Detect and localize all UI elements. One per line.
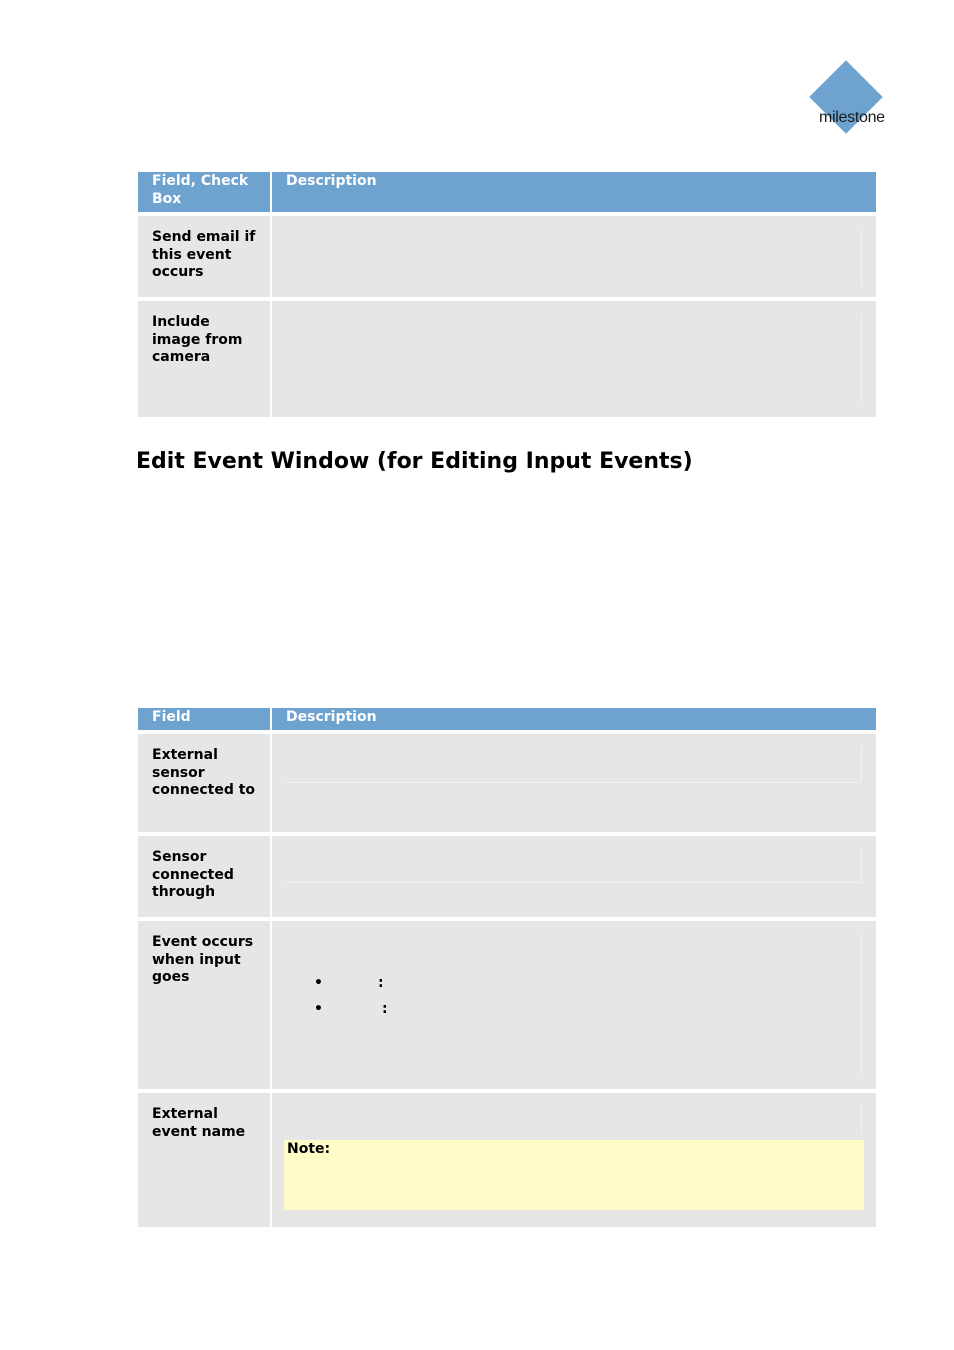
input-state-colon: :: [378, 975, 384, 991]
note-box: [284, 1140, 864, 1210]
milestone-logo: [816, 66, 896, 142]
table2-row-field: Sensor connected through: [138, 836, 270, 917]
bullet-icon: •: [314, 1001, 323, 1017]
section-title: Edit Event Window (for Editing Input Events): [136, 449, 693, 474]
table1-header-description: Description: [272, 172, 876, 212]
table2-row-field: Event occurs when input goes: [138, 921, 270, 1089]
field-description-table-2: [136, 704, 878, 1231]
input-state-colon: :: [382, 1001, 388, 1017]
bullet-icon: •: [314, 975, 323, 991]
table1-row-description: [272, 216, 876, 297]
table1-row-field: Include image from camera: [138, 301, 270, 417]
logo-text: milestone: [819, 109, 885, 126]
table1-row-field: Send email if this event occurs: [138, 216, 270, 297]
table2-row-field: External sensor connected to: [138, 734, 270, 832]
table2-row-description: [272, 734, 876, 832]
table2-row-description: [272, 836, 876, 917]
table1-row-description: [272, 301, 876, 417]
table2-row-field: External event name: [138, 1093, 270, 1227]
table2-row-description: [272, 921, 876, 1089]
table2-header-description: Description: [272, 708, 876, 730]
field-description-table-1: [136, 168, 878, 421]
table2-header-field: Field: [138, 708, 270, 730]
note-label: Note:: [287, 1141, 331, 1157]
table2-row-description: [272, 1093, 876, 1227]
table1-header-field: Field, Check Box: [138, 172, 270, 212]
